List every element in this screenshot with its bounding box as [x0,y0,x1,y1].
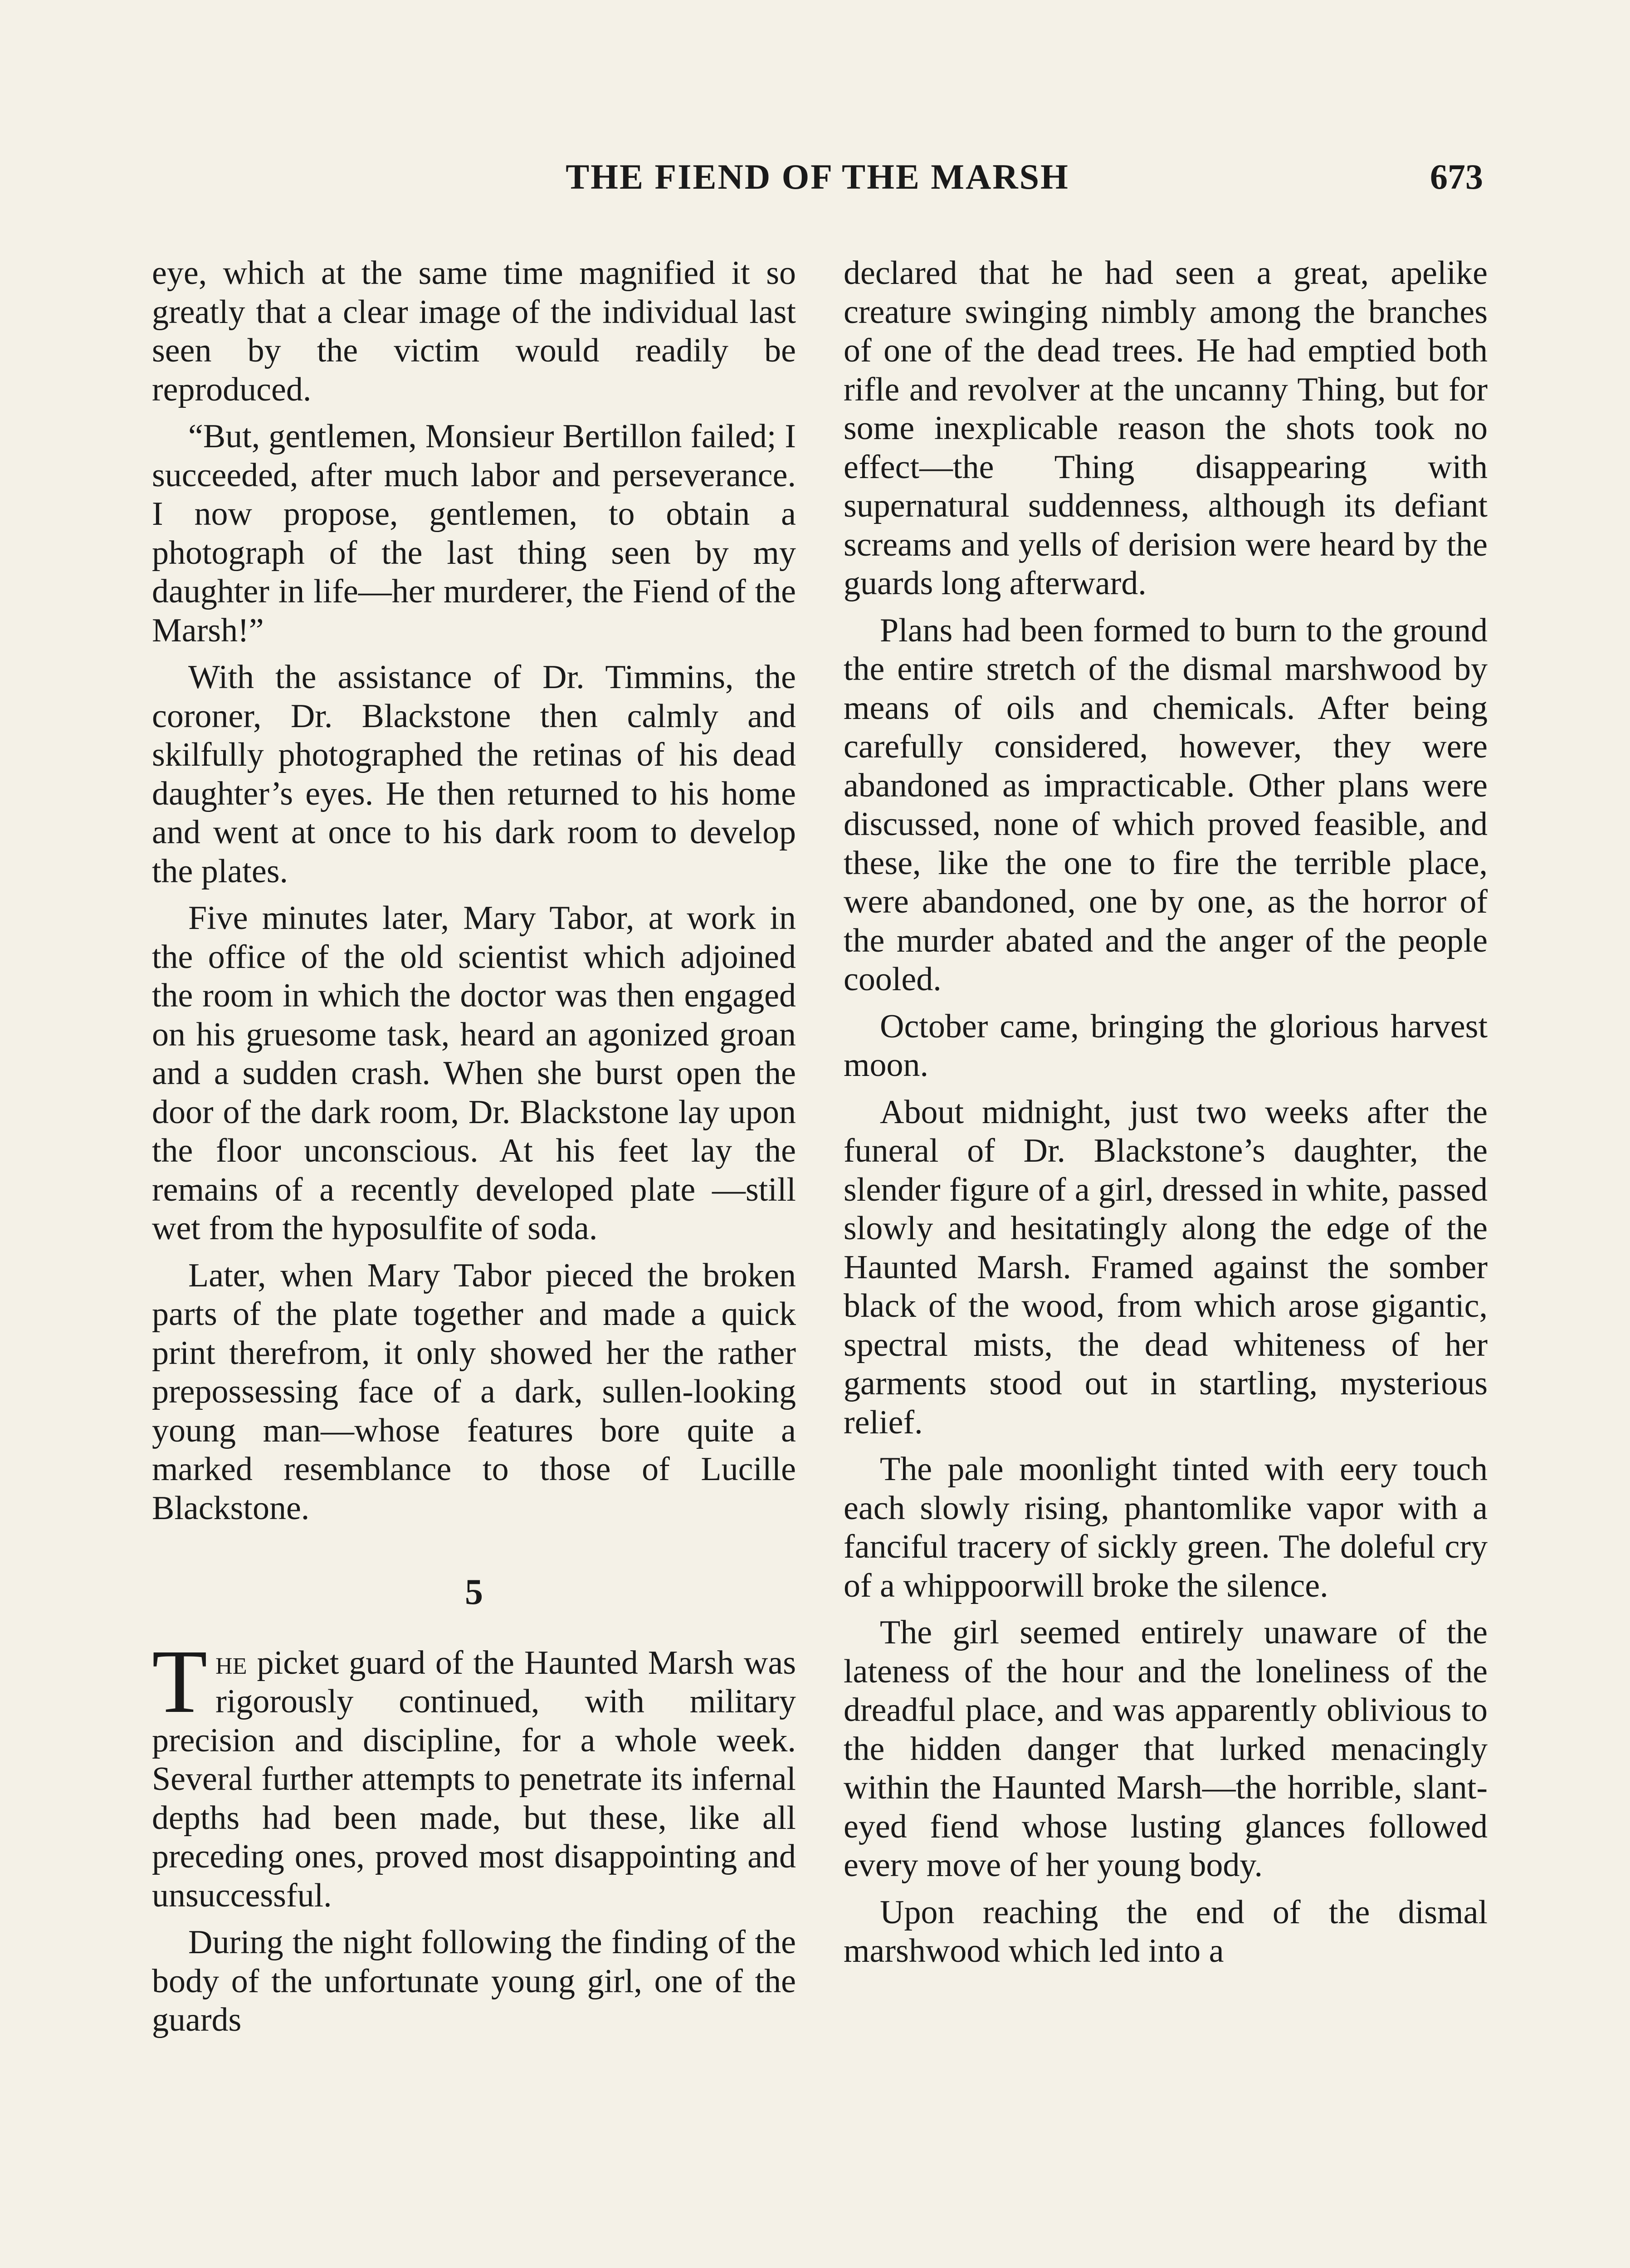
paragraph: Later, when Mary Tabor pieced the broken parts of the plate together and made a quick print therefrom, it only showed her the rather prepossessing face of a dark, sullen-looking young man—whose features bore quite a marked resemblance to those of Lucille Blackstone. [152,1256,796,1527]
paragraph: The pale moonlight tinted with eery touch each slowly rising, phantomlike vapor with a fanciful tracery of sickly green. The doleful cry of a whippoorwill broke the silence. [844,1451,1488,1604]
right-column [844,254,1488,1971]
small-caps-lead: he [215,1644,247,1681]
paragraph: About midnight, just two weeks after the funeral of Dr. Blackstone’s daughter, the slender figure of a girl, dressed in white, passed slowly and hesitatingly along the edge of the Haunted Marsh. Framed against the somber black of the wood, from which arose gigantic, spectral mists, the dead whiteness of her garments stood out in startling, mysterious relief. [844,1093,1488,1441]
paragraph-text: picket guard of the Haunted Marsh was rigorously continued, with military precision and discipline, for a whole week. Several further attempts to penetrate its infernal depths had been made, but these, like all preceding ones, proved most disappointing and unsuccessful. [152,1644,796,1914]
paragraph: declared that he had seen a great, apelike creature swinging nimbly among the branches of one of the dead trees. He had emptied both rifle and revolver at the uncanny Thing, but for some inexplicable reason the shots took no effect—the Thing disappearing with supernatural suddenness, although its defiant screams and yells of derision were heard by the guards long afterward. [844,254,1488,602]
left-column [152,254,796,2040]
page-number: 673 [1430,157,1483,196]
page-title: THE FIEND OF THE MARSH [566,157,1069,196]
paragraph-dropcap [152,1631,796,1916]
paragraph: Plans had been formed to burn to the ground the entire stretch of the dismal marshwood by means of oils and chemicals. After being carefully considered, however, they were abandoned as impracticable. Other plans were discussed, none of which proved feasible, and these, like the one to fire the terrible place, were abandoned, one by one, as the horror of the murder abated and the anger of the people cooled. [844,611,1488,998]
paragraph: eye, which at the same time magnified it so greatly that a clear image of the individual last seen by the victim would readily be reproduced. [152,254,796,408]
section-number: 5 [465,1572,483,1612]
paragraph: October came, bringing the glorious harvest moon. [844,1007,1488,1084]
paragraph: Five minutes later, Mary Tabor, at work in the office of the old scientist which adjoined the room in which the doctor was then engaged on his gruesome task, heard an agonized groan and a sudden crash. When she burst open the door of the dark room, Dr. Blackstone lay upon the floor unconscious. At his feet lay the remains of a recently developed plate —still wet from the hyposulfite of soda. [152,899,796,1247]
running-header [152,156,1483,215]
paragraph: “But, gentlemen, Monsieur Bertillon failed; I succeeded, after much labor and perseverance. I now propose, gentlemen, to obtain a photograph of the last thing seen by my daughter in life—her murderer, the Fiend of the Marsh!” [152,418,796,649]
paragraph: During the night following the finding of the body of the unfortunate young girl, one of the guards [152,1924,796,2038]
drop-cap-letter: T [152,1631,208,1732]
paragraph: The girl seemed entirely unaware of the lateness of the hour and the loneliness of the dreadful place, and was apparently oblivious to the hidden danger that lurked menacingly within the Haunted Marsh—the horrible, slant-eyed fiend whose lusting glances followed every move of her young body. [844,1614,1488,1884]
paragraph: With the assistance of Dr. Timmins, the coroner, Dr. Blackstone then calmly and skilfully photographed the retinas of his dead daughter’s eyes. He then returned to his home and went at once to his dark room to develop the plates. [152,659,796,890]
paragraph: Upon reaching the end of the dismal marshwood which led into a [844,1893,1488,1970]
